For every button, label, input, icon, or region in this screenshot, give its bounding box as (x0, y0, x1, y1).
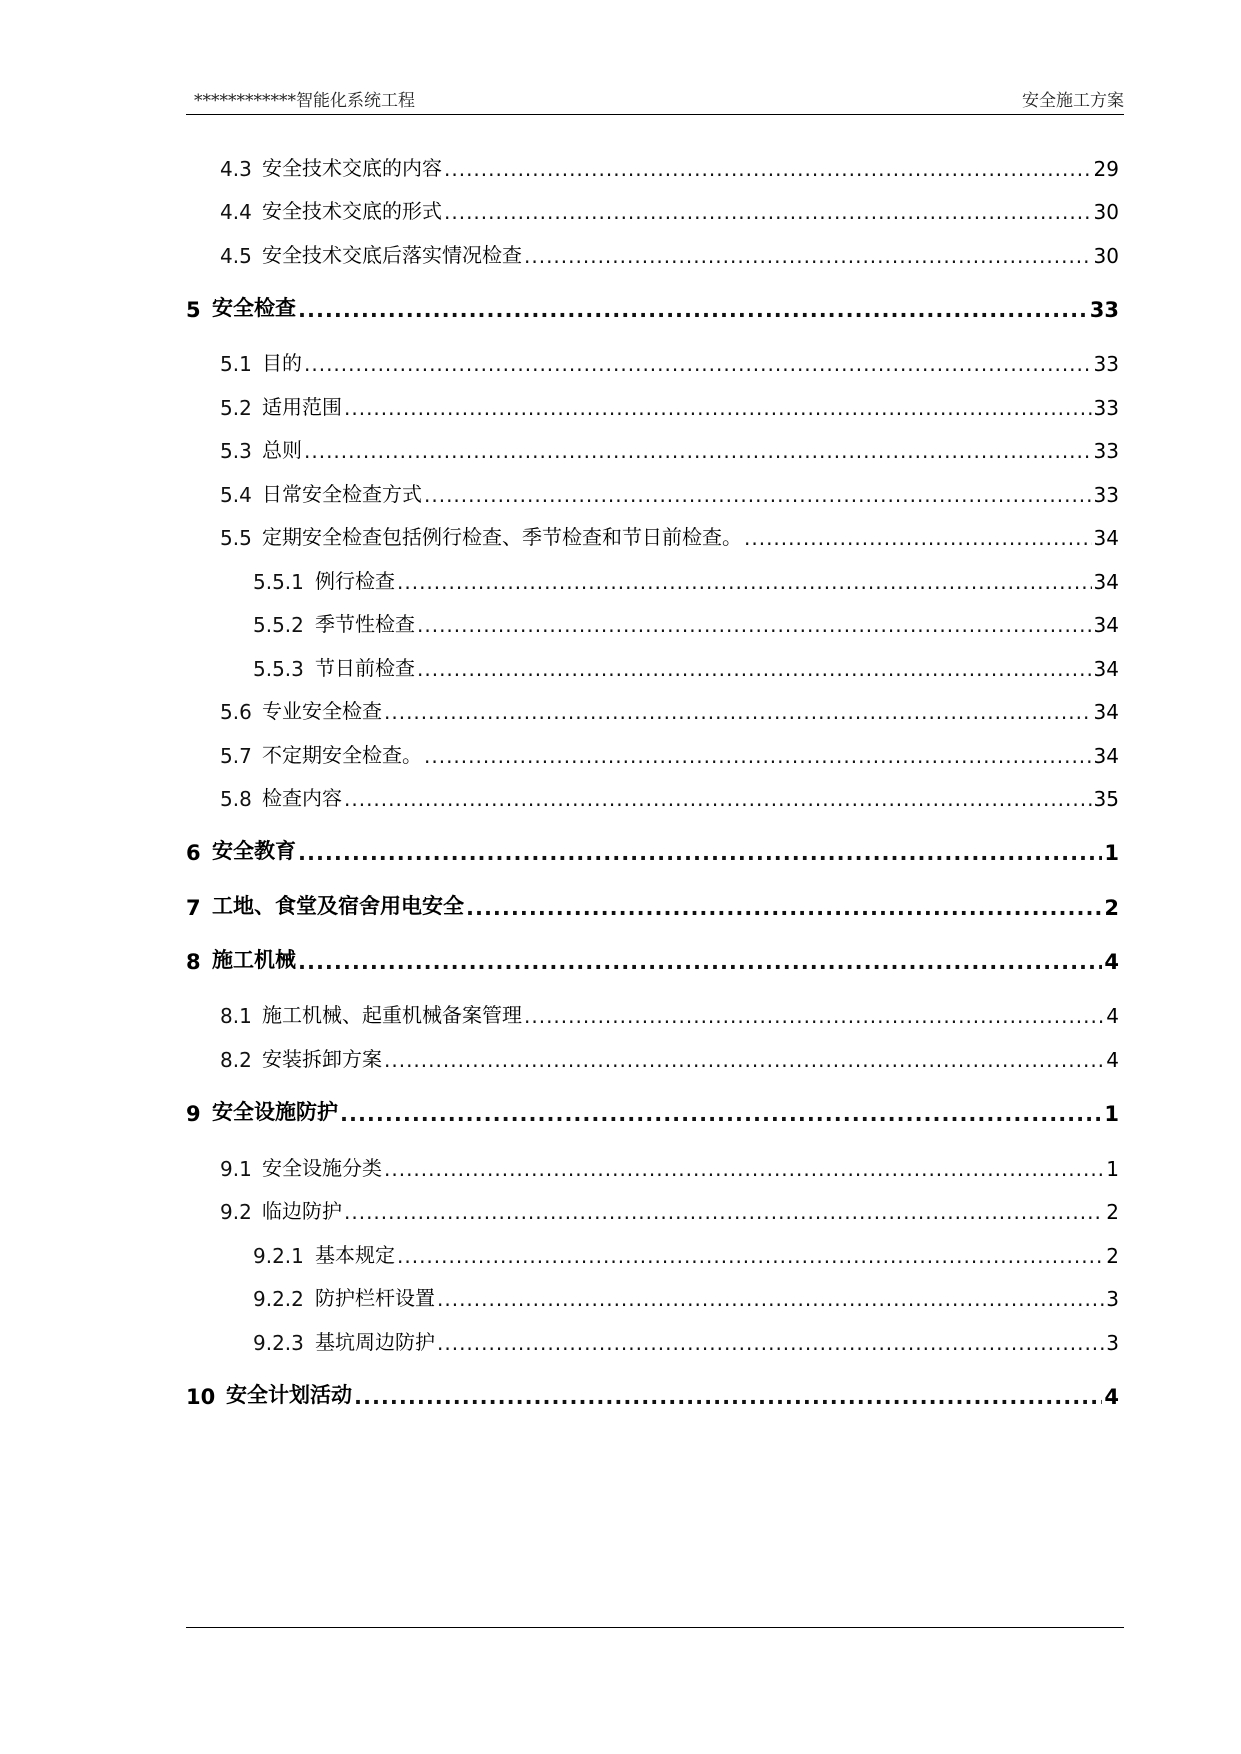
toc-entry-number: 8.1 (220, 1004, 252, 1028)
toc-leader-dots (397, 570, 1092, 594)
toc-entry-number: 5.1 (220, 352, 252, 376)
toc-entry-title: 基本规定 (315, 1243, 395, 1267)
toc-entry-title: 安全技术交底的形式 (262, 199, 442, 223)
toc-entry-page: 30 (1093, 244, 1119, 268)
toc-entry[interactable] (186, 1092, 1119, 1126)
toc-entry-title: 临边防护 (262, 1199, 342, 1223)
toc-entry-page: 2 (1106, 1244, 1119, 1268)
toc-leader-dots (298, 298, 1088, 322)
toc-leader-dots (384, 1048, 1104, 1072)
toc-entry-number: 5.5 (220, 526, 252, 550)
toc-leader-dots (384, 1157, 1104, 1181)
toc-entry[interactable] (220, 429, 1119, 463)
toc-entry-page: 34 (1093, 657, 1119, 681)
toc-entry-page: 4 (1104, 950, 1119, 974)
toc-entry[interactable] (253, 647, 1119, 681)
toc-entry[interactable] (220, 147, 1119, 181)
toc-entry[interactable] (253, 1321, 1119, 1355)
toc-leader-dots (304, 439, 1092, 463)
toc-leader-dots (384, 700, 1092, 724)
toc-entry-number: 4.3 (220, 157, 252, 181)
toc-entry[interactable] (220, 1147, 1119, 1181)
toc-entry-page: 33 (1089, 298, 1119, 322)
toc-entry-number: 5.7 (220, 744, 252, 768)
toc-entry-page: 34 (1093, 744, 1119, 768)
toc-entry[interactable] (220, 386, 1119, 420)
toc-leader-dots (437, 1331, 1104, 1355)
toc-leader-dots (344, 396, 1092, 420)
toc-entry-number: 9.2 (220, 1200, 252, 1224)
toc-entry[interactable] (220, 734, 1119, 768)
toc-entry-page: 1 (1106, 1157, 1119, 1181)
toc-leader-dots (417, 657, 1092, 681)
toc-entry-page: 29 (1093, 157, 1119, 181)
toc-entry-number: 7 (186, 896, 201, 920)
toc-leader-dots (437, 1287, 1104, 1311)
toc-entry-page: 34 (1093, 570, 1119, 594)
header-document-title: 安全施工方案 (1022, 91, 1124, 111)
toc-entry[interactable] (220, 994, 1119, 1028)
toc-entry-page: 3 (1106, 1287, 1119, 1311)
toc-entry-title: 施工机械、起重机械备案管理 (262, 1003, 522, 1027)
toc-entry[interactable] (220, 777, 1119, 811)
toc-entry[interactable] (186, 886, 1119, 920)
toc-entry[interactable] (220, 690, 1119, 724)
toc-entry-number: 9.2.3 (253, 1331, 304, 1355)
toc-entry-title: 防护栏杆设置 (315, 1286, 435, 1310)
toc-entry[interactable] (253, 603, 1119, 637)
toc-entry-title: 安全计划活动 (226, 1383, 352, 1407)
toc-entry-title: 例行检查 (315, 569, 395, 593)
toc-leader-dots (340, 1102, 1102, 1126)
toc-leader-dots (304, 352, 1092, 376)
toc-entry-page: 33 (1093, 396, 1119, 420)
toc-leader-dots (524, 244, 1092, 268)
toc-entry-number: 5 (186, 298, 201, 322)
toc-entry-number: 5.2 (220, 396, 252, 420)
toc-leader-dots (397, 1244, 1104, 1268)
toc-entry-title: 季节性检查 (315, 612, 415, 636)
toc-entry-number: 5.5.3 (253, 657, 304, 681)
toc-leader-dots (344, 1200, 1104, 1224)
toc-entry-page: 34 (1093, 613, 1119, 637)
toc-entry-title: 工地、食堂及宿舍用电安全 (212, 894, 464, 918)
toc-entry-title: 安全设施防护 (212, 1100, 338, 1124)
toc-entry-number: 10 (186, 1385, 216, 1409)
toc-leader-dots (298, 950, 1102, 974)
toc-entry-title: 节日前检查 (315, 656, 415, 680)
toc-entry-page: 4 (1104, 1385, 1119, 1409)
toc-entry-title: 不定期安全检查。 (262, 743, 422, 767)
toc-leader-dots (298, 841, 1102, 865)
toc-leader-dots (424, 744, 1092, 768)
toc-leader-dots (344, 787, 1092, 811)
toc-entry[interactable] (253, 1277, 1119, 1311)
toc-leader-dots (744, 526, 1092, 550)
toc-entry-number: 9.1 (220, 1157, 252, 1181)
toc-entry-page: 33 (1093, 483, 1119, 507)
toc-entry[interactable] (220, 1038, 1119, 1072)
toc-entry-title: 适用范围 (262, 395, 342, 419)
toc-entry[interactable] (220, 234, 1119, 268)
toc-entry-title: 检查内容 (262, 786, 342, 810)
toc-entry-number: 8 (186, 950, 201, 974)
toc-entry-number: 9.2.1 (253, 1244, 304, 1268)
toc-entry-number: 5.5.2 (253, 613, 304, 637)
toc-entry-number: 5.5.1 (253, 570, 304, 594)
toc-entry-title: 施工机械 (212, 948, 296, 972)
toc-entry-number: 4.5 (220, 244, 252, 268)
toc-entry-title: 定期安全检查包括例行检查、季节检查和节日前检查。 (262, 525, 742, 549)
toc-entry-page: 34 (1093, 526, 1119, 550)
toc-entry-title: 基坑周边防护 (315, 1330, 435, 1354)
toc-entry-page: 34 (1093, 700, 1119, 724)
toc-leader-dots (524, 1004, 1104, 1028)
toc-entry[interactable] (220, 342, 1119, 376)
footer-rule (186, 1627, 1124, 1628)
header-project-title: ************智能化系统工程 (194, 91, 415, 111)
toc-entry-number: 5.3 (220, 439, 252, 463)
toc-entry[interactable] (186, 1375, 1119, 1409)
toc-entry-page: 30 (1093, 200, 1119, 224)
toc-entry-page: 4 (1106, 1048, 1119, 1072)
toc-entry-page: 33 (1093, 439, 1119, 463)
toc-entry-title: 安全检查 (212, 296, 296, 320)
toc-entry-page: 1 (1104, 1102, 1119, 1126)
toc-leader-dots (444, 200, 1092, 224)
toc-entry-title: 安全教育 (212, 839, 296, 863)
toc-entry-title: 目的 (262, 351, 302, 375)
toc-entry-page: 1 (1104, 841, 1119, 865)
toc-entry-number: 5.4 (220, 483, 252, 507)
toc-leader-dots (466, 896, 1102, 920)
toc-entry-page: 2 (1104, 896, 1119, 920)
toc-entry-page: 35 (1093, 787, 1119, 811)
toc-entry-title: 安装拆卸方案 (262, 1047, 382, 1071)
toc-entry-title: 日常安全检查方式 (262, 482, 422, 506)
toc-entry[interactable] (186, 940, 1119, 974)
toc-entry-page: 3 (1106, 1331, 1119, 1355)
toc-entry-number: 5.8 (220, 787, 252, 811)
toc-entry-number: 9 (186, 1102, 201, 1126)
toc-entry[interactable] (220, 473, 1119, 507)
toc-entry-number: 6 (186, 841, 201, 865)
toc-entry-number: 9.2.2 (253, 1287, 304, 1311)
toc-entry-page: 4 (1106, 1004, 1119, 1028)
toc-entry[interactable] (186, 288, 1119, 322)
toc-leader-dots (424, 483, 1092, 507)
toc-leader-dots (444, 157, 1092, 181)
toc-entry[interactable] (220, 1190, 1119, 1224)
toc-entry-number: 5.6 (220, 700, 252, 724)
toc-entry[interactable] (220, 190, 1119, 224)
toc-entry[interactable] (253, 560, 1119, 594)
toc-entry[interactable] (186, 831, 1119, 865)
toc-entry-number: 8.2 (220, 1048, 252, 1072)
toc-entry[interactable] (253, 1234, 1119, 1268)
toc-entry-title: 专业安全检查 (262, 699, 382, 723)
toc-entry-page: 2 (1106, 1200, 1119, 1224)
toc-entry-number: 4.4 (220, 200, 252, 224)
toc-entry[interactable] (220, 516, 1119, 550)
toc-entry-title: 安全技术交底后落实情况检查 (262, 243, 522, 267)
toc-entry-page: 33 (1093, 352, 1119, 376)
toc-entry-title: 安全设施分类 (262, 1156, 382, 1180)
toc-entry-title: 总则 (262, 438, 302, 462)
toc-leader-dots (417, 613, 1092, 637)
toc-leader-dots (354, 1385, 1102, 1409)
toc-entry-title: 安全技术交底的内容 (262, 156, 442, 180)
